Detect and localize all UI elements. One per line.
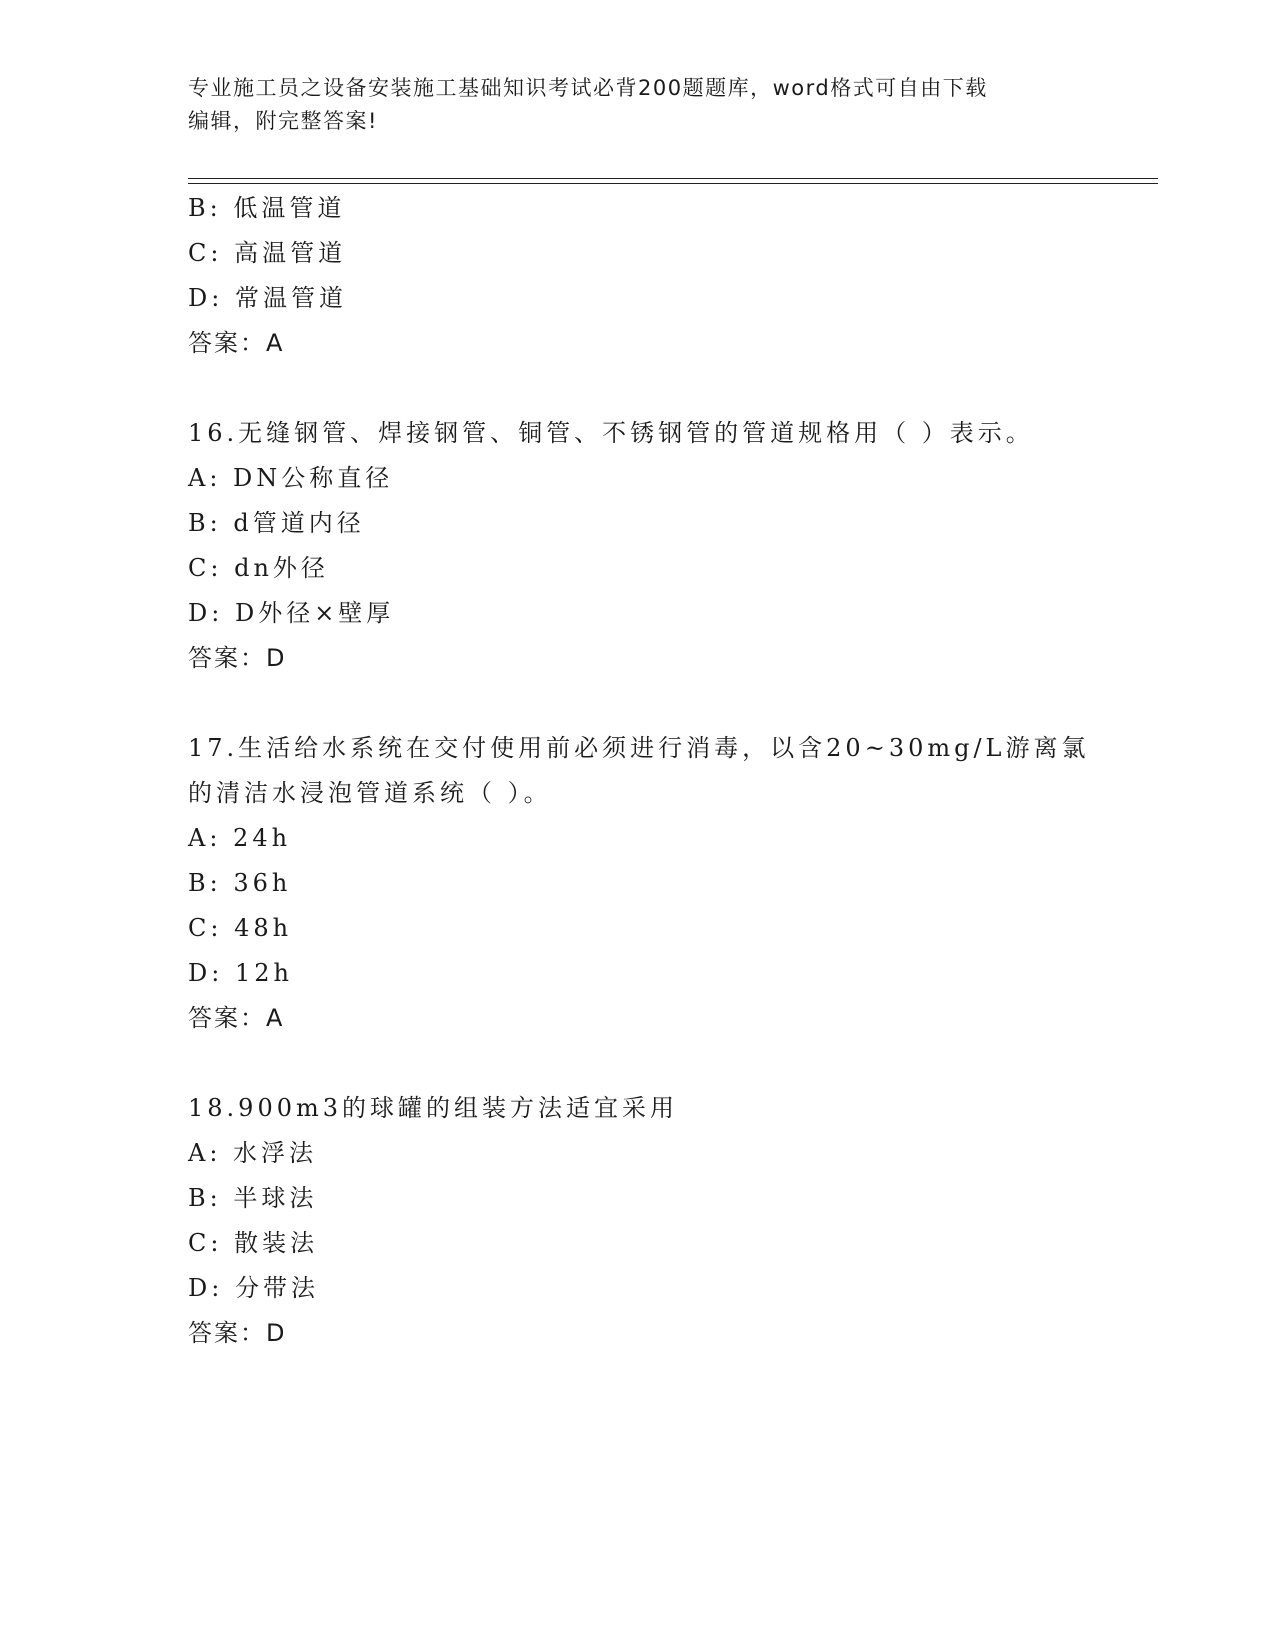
header-divider-top [188, 178, 1158, 179]
q18-option-b: B: 半球法 [188, 1184, 318, 1212]
q18-option-c: C: 散装法 [188, 1229, 319, 1257]
q16-option-d: D: D外径×壁厚 [188, 599, 395, 627]
q15-answer: 答案：A [188, 329, 285, 357]
q16-option-a: A: DN公称直径 [188, 464, 394, 492]
header-divider-bottom [188, 183, 1158, 184]
header-line-2: 编辑，附完整答案! [188, 109, 378, 133]
q18-option-d: D: 分带法 [188, 1274, 319, 1302]
q17-option-d: D: 12h [188, 959, 293, 987]
q16-option-b: B: d管道内径 [188, 509, 365, 537]
header-line-1: 专业施工员之设备安装施工基础知识考试必背200题题库，word格式可自由下载 [188, 76, 988, 100]
q17-option-c: C: 48h [188, 914, 293, 942]
q16-answer: 答案：D [188, 644, 287, 672]
q17-option-a: A: 24h [188, 824, 292, 852]
q18-answer: 答案：D [188, 1319, 287, 1347]
q18-question: 18.900m3的球罐的组装方法适宜采用 [188, 1094, 679, 1122]
q15-option-d: D: 常温管道 [188, 284, 347, 312]
q17-answer: 答案：A [188, 1004, 285, 1032]
q15-option-b: B: 低温管道 [188, 194, 346, 222]
q18-option-a: A: 水浮法 [188, 1139, 318, 1167]
q16-question: 16.无缝钢管、焊接钢管、铜管、不锈钢管的管道规格用（ ）表示。 [188, 419, 1034, 447]
q15-option-c: C: 高温管道 [188, 239, 347, 267]
q17-option-b: B: 36h [188, 869, 292, 897]
q17-question-line-1: 17.生活给水系统在交付使用前必须进行消毒，以含20~30mg/L游离氯 [188, 734, 1090, 762]
q16-option-c: C: dn外径 [188, 554, 329, 582]
document-header [188, 72, 1068, 138]
q17-question-line-2: 的清洁水浸泡管道系统（ ）。 [188, 779, 552, 807]
